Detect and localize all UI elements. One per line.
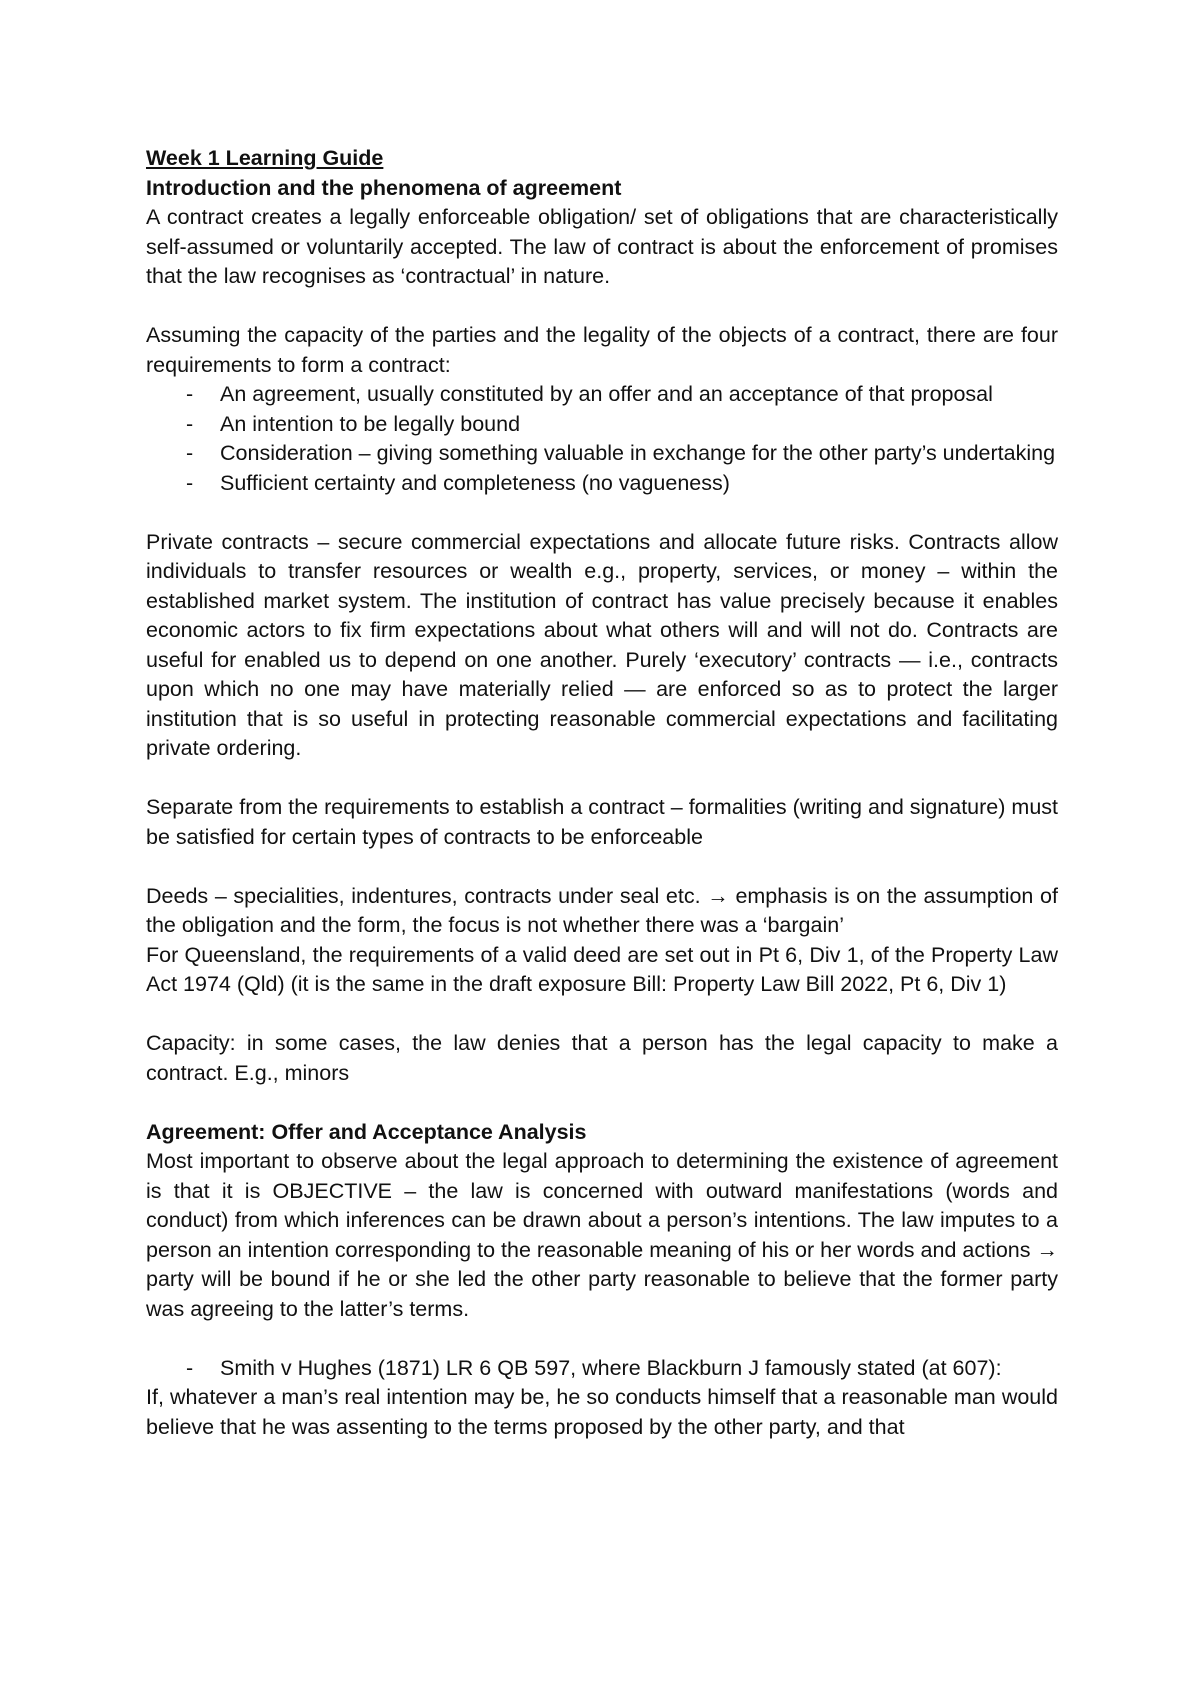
section-heading-agreement: Agreement: Offer and Acceptance Analysis (146, 1119, 587, 1144)
list-item: - Sufficient certainty and completeness (no vagueness) (186, 470, 730, 495)
document-page (146, 144, 1058, 1442)
list-item-text: An agreement, usually constituted by an offer and an acceptance of that proposal (220, 382, 993, 406)
paragraph-deeds: Deeds – specialities, indentures, contracts under seal etc. → emphasis is on the assumption of the obligation and the form, the focus is not whether there was a ‘bargain’ (146, 883, 1058, 937)
paragraph-objective: Most important to observe about the legal approach to determining the existence of agreement is that it is OBJECTIVE – the law is concerned with outward manifestations (words and conduct) from which inferences can be drawn about a person’s intentions. The law imputes to a person an intention corresponding to the reasonable meaning of his or her words and actions → party will be bound if he or she led the other party reasonable to believe that the former party was agreeing to the latter’s terms. (146, 1149, 1058, 1321)
list-item: - Consideration – giving something valuable in exchange for the other party’s undertaking (186, 441, 1056, 465)
list-item-text: Sufficient certainty and completeness (no vagueness) (220, 470, 730, 495)
section-heading-introduction: Introduction and the phenomena of agreement (146, 175, 622, 200)
paragraph-quote: If, whatever a man’s real intention may be, he so conducts himself that a reasonable man would believe that he was assenting to the terms proposed by the other party, and that (146, 1385, 1058, 1439)
list-item-text: Consideration – giving something valuable in exchange for the other party’s undertaking (220, 441, 1056, 465)
page-title: Week 1 Learning Guide (146, 146, 384, 170)
list-item: - An intention to be legally bound (186, 411, 521, 436)
requirements-list (146, 380, 1058, 498)
paragraph-capacity: Capacity: in some cases, the law denies that a person has the legal capacity to make a contract. E.g., minors (146, 1031, 1058, 1085)
list-item-text: An intention to be legally bound (220, 411, 521, 436)
case-citation: - Smith v Hughes (1871) LR 6 QB 597, where Blackburn J famously stated (at 607): (186, 1355, 1002, 1380)
paragraph-formalities: Separate from the requirements to establish a contract – formalities (writing and signature) must be satisfied for certain types of contracts to be enforceable (146, 795, 1058, 849)
arrow-right-icon: → (1036, 1237, 1058, 1262)
case-citation-text: Smith v Hughes (1871) LR 6 QB 597, where Blackburn J famously stated (at 607): (220, 1355, 1002, 1380)
paragraph-queensland: For Queensland, the requirements of a valid deed are set out in Pt 6, Div 1, of the Property Law Act 1974 (Qld) (it is the same in the draft exposure Bill: Property Law Bill 2022, Pt 6, Div 1) (146, 942, 1058, 996)
arrow-right-icon: → (707, 883, 729, 908)
paragraph-private-contracts: Private contracts – secure commercial expectations and allocate future risks. Contracts allow individuals to transfer resources or wealth e.g., property, services, or money – within the established market system. The institution of contract has value precisely because it enables economic actors to fix firm expectations about what others will and will not do. Contracts are useful for enabled us to depend on one another. Purely ‘executory’ contracts — i.e., contracts upon which no one may have materially relied — are enforced so as to protect the larger institution that is so useful in protecting reasonable commercial expectations and facilitating private ordering. (146, 529, 1058, 760)
list-item: - An agreement, usually constituted by an offer and an acceptance of that proposal (186, 382, 993, 406)
paragraph-requirements-lead: Assuming the capacity of the parties and the legality of the objects of a contract, there are four requirements to form a contract: (146, 323, 1058, 377)
paragraph-intro: A contract creates a legally enforceable obligation/ set of obligations that are characteristically self-assumed or voluntarily accepted. The law of contract is about the enforcement of promises that the law recognises as ‘contractual’ in nature. (146, 205, 1058, 288)
